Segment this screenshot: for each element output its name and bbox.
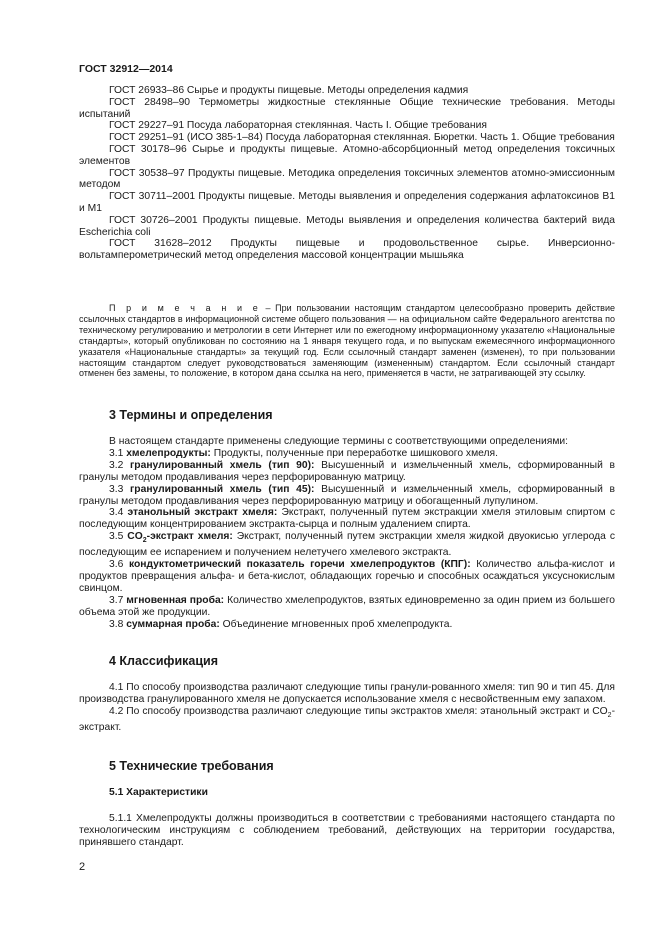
term-label: гранулированный хмель (тип 90):	[130, 459, 315, 471]
document-header: ГОСТ 32912—2014	[79, 63, 173, 75]
term-3-3: 3.3 гранулированный хмель (тип 45): Высушенный и измельченный хмель, сформированный в гранулы методом продавливания через перфорированную матрицу и обогащенный лупулином.	[79, 483, 616, 507]
term-label: кондуктометрический показатель горечи хмелепродуктов (КПГ):	[128, 559, 471, 571]
term-3-8: 3.8 суммарная проба: Объединение мгновенных проб хмелепродукта.	[109, 618, 453, 630]
clause-4-1: 4.1 По способу производства различают следующие типы гранули-рованного хмеля: тип 90 и тип 45. Для производства гранулированного хмеля не допускается использование хмеля с несвойственным ему запахом.	[79, 682, 615, 705]
term-3-5: 3.5 $CO_2$-экстракт хмеля: Экстракт, полученный путем экстракции хмеля жидкой двуокисью углерода с последующим ее испарением и получением нелетучего хмелевого экстракта.	[79, 531, 615, 559]
term-3-7: 3.7 мгновенная проба: Количество хмелепродуктов, взятых единовременно за один прием из большего объема этой же продукции.	[79, 594, 615, 618]
section-5-title: 5 Технические требования	[109, 759, 274, 773]
section-5-body	[79, 813, 615, 849]
note-label: П р и м е ч а н и е	[109, 303, 261, 313]
section-4-body	[79, 682, 615, 734]
term-3-1: 3.1 хмелепродукты: Продукты, полученные при переработке шишкового хмеля.	[109, 447, 498, 459]
section-3-body	[79, 436, 615, 631]
note-paragraph	[79, 303, 615, 379]
subsection-5-1-title: 5.1 Характеристики	[109, 787, 208, 798]
term-label: хмелепродукты:	[126, 447, 211, 459]
reference-item: ГОСТ 30178–96 Сырье и продукты пищевые. Атомно-абсорбционный метод определения токсичных элементов	[79, 143, 615, 167]
term-label: $CO_2$-экстракт хмеля:	[127, 531, 233, 545]
term-label: этанольный экстракт хмеля:	[127, 507, 278, 519]
reference-item: ГОСТ 30538–97 Продукты пищевые. Методика определения токсичных элементов атомно-эмиссионным методом	[79, 167, 615, 191]
term-label: суммарная проба:	[126, 618, 220, 630]
section-3-intro: В настоящем стандарте применены следующие термины с соответствующими определениями:	[109, 436, 569, 447]
term-3-4: 3.4 этанольный экстракт хмеля: Экстракт, полученный путем экстракции хмеля этиловым спиртом с последующим концентрированием экстракта-сырца и полным удалением спирта.	[79, 507, 615, 531]
reference-item: ГОСТ 28498–90 Термометры жидкостные стеклянные Общие технические требования. Методы испытаний	[79, 96, 615, 120]
term-label: мгновенная проба:	[126, 594, 225, 606]
page-number: 2	[79, 861, 86, 873]
clause-5-1-1: 5.1.1 Хмелепродукты должны производиться в соответствии с требованиями настоящего стандарта по технологическим инструкциям с соблюдением требований, действующих на территории государства, принявшего стандарт.	[79, 813, 615, 848]
term-3-2: 3.2 гранулированный хмель (тип 90): Высушенный и измельченный хмель, сформированный в гранулы методом продавливания через перфорированную матрицу.	[79, 459, 616, 483]
term-label: гранулированный хмель (тип 45):	[130, 483, 315, 495]
section-3-title: 3 Термины и определения	[109, 408, 273, 422]
reference-item: ГОСТ 30711–2001 Продукты пищевые. Методы выявления и определения содержания афлатоксинов В1 и М1	[79, 191, 615, 214]
reference-item: ГОСТ 31628–2012 Продукты пищевые и продовольственное сырье. Инверсионно-вольтамперометрический метод определения массовой концентрации мышьяка	[79, 238, 615, 262]
clause-4-2: 4.2 По способу производства различают следующие типы экстрактов хмеля: этанольный экстракт и $CO_2$-экстракт.	[79, 705, 615, 733]
normative-references-list	[79, 85, 615, 262]
note-text: – При пользовании настоящим стандартом целесообразно проверить действие ссылочных стандартов в информационной системе общего пользования — на официальном сайте Федерального агентства по техническому регулированию и метрологии в сети Интернет или по ежегодному информационному указателю «Национальные стандарты», который опубликован по состоянию на 1 января текущего года, и по выпускам ежемесячного информационного указателя «Национальные стандарты» за текущий год. Если ссылочный стандарт заменен (изменен), то при пользовании настоящим стандартом следует руководствоваться заменяющим (измененным) стандартом. Если ссылочный стандарт отменен без замены, то положение, в котором дана ссылка на него, применяется в части, не затрагивающей эту ссылку.	[79, 303, 615, 379]
reference-item: ГОСТ 29251–91 (ИСО 385-1–84) Посуда лабораторная стеклянная. Бюретки. Часть 1. Общие требования	[109, 132, 615, 144]
reference-item: ГОСТ 29227–91 Посуда лабораторная стеклянная. Часть I. Общие требования	[109, 120, 487, 132]
reference-item: ГОСТ 26933–86 Сырье и продукты пищевые. Методы определения кадмия	[109, 85, 469, 96]
section-4-title: 4 Классификация	[109, 654, 219, 668]
term-3-6: 3.6 кондуктометрический показатель горечи хмелепродуктов (КПГ): Количество альфа-кислот и продуктов превращения альфа- и бета-кислот, обладающих горечью и способных осаждаться уксуснокислым свинцом.	[79, 559, 615, 594]
reference-item: ГОСТ 30726–2001 Продукты пищевые. Методы выявления и определения количества бактерий вида Escherichia coli	[79, 214, 615, 238]
